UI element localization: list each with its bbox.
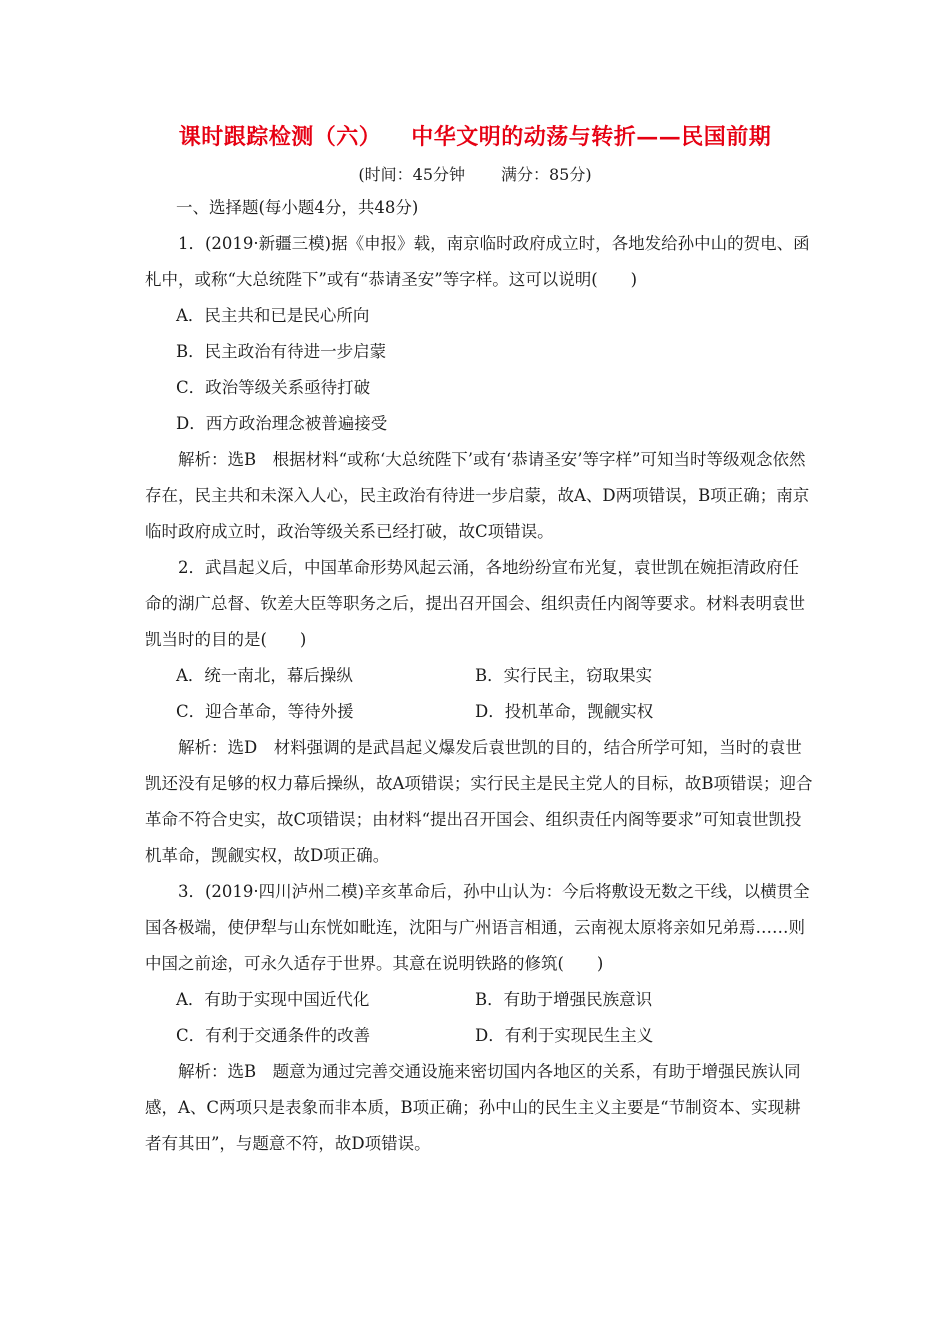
question-2-option-a: A．统一南北，幕后操纵 [176,666,353,685]
document-body [145,190,813,1162]
question-2-analysis: 解析：选D 材料强调的是武昌起义爆发后袁世凯的目的，结合所学可知，当时的袁世凯还没有足够的权力幕后操纵，故A项错误；实行民主是民主党人的目标，故B项错误；迎合革命不符合史实，故C项错误；由材料“提出召开国会、组织责任内阁等要求”可知袁世凯投机革命，觊觎实权，故D项正确。 [145,738,813,865]
question-3-option-d: D．有利于实现民生主义 [475,1026,654,1045]
question-2-options-row-1 [145,658,813,694]
question-3-option-c: C．有利于交通条件的改善 [176,1026,371,1045]
title-left: 课时跟踪检测（六） [178,124,382,150]
question-1-option-c: C．政治等级关系亟待打破 [176,378,371,397]
question-3-options-row-1 [145,982,813,1018]
exam-info [0,162,950,185]
page-title [0,120,950,151]
question-3-analysis: 解析：选B 题意为通过完善交通设施来密切国内各地区的关系，有助于增强民族认同感，A、C两项只是表象而非本质，B项正确；孙中山的民生主义主要是“节制资本、实现耕者有其田”，与题意不符，故D项错误。 [145,1062,801,1153]
title-right: 中华文明的动荡与转折——民国前期 [411,124,772,150]
question-2-option-d: D．投机革命，觊觎实权 [475,702,654,721]
question-1-analysis: 解析：选B 根据材料“或称‘大总统陛下’或有‘恭请圣安’等字样”可知当时等级观念依然存在，民主共和未深入人心，民主政治有待进一步启蒙，故A、D两项错误，B项正确；南京临时政府成立时，政治等级关系已经打破，故C项错误。 [145,450,810,541]
question-1-stem: 1．(2019·新疆三模)据《申报》载，南京临时政府成立时，各地发给孙中山的贺电、函札中，或称“大总统陛下”或有“恭请圣安”等字样。这可以说明( ) [145,234,810,289]
question-2-option-b: B．实行民主，窃取果实 [475,666,653,685]
question-3-options-row-2 [145,1018,813,1054]
time-info: (时间：45分钟 [358,165,465,184]
section-heading: 一、选择题(每小题4分，共48分) [176,198,419,217]
question-3-option-b: B．有助于增强民族意识 [475,990,653,1009]
question-2-option-c: C．迎合革命，等待外援 [176,702,354,721]
question-3-option-a: A．有助于实现中国近代化 [176,990,370,1009]
question-1-option-a: A．民主共和已是民心所向 [176,306,370,325]
score-info: 满分：85分) [501,165,592,184]
question-2-options-row-2 [145,694,813,730]
question-1-option-d: D．西方政治理念被普遍接受 [176,414,388,433]
question-2-stem: 2．武昌起义后，中国革命形势风起云涌，各地纷纷宣布光复，袁世凯在婉拒清政府任命的湖广总督、钦差大臣等职务之后，提出召开国会、组织责任内阁等要求。材料表明袁世凯当时的目的是( ) [145,558,805,649]
question-1-option-b: B．民主政治有待进一步启蒙 [176,342,387,361]
question-3-stem: 3．(2019·四川泸州二模)辛亥革命后，孙中山认为：今后将敷设无数之干线，以横贯全国各极端，使伊犁与山东恍如毗连，沈阳与广州语言相通，云南视太原将亲如兄弟焉……则中国之前途，可永久适存于世界。其意在说明铁路的修筑( ) [145,882,810,973]
